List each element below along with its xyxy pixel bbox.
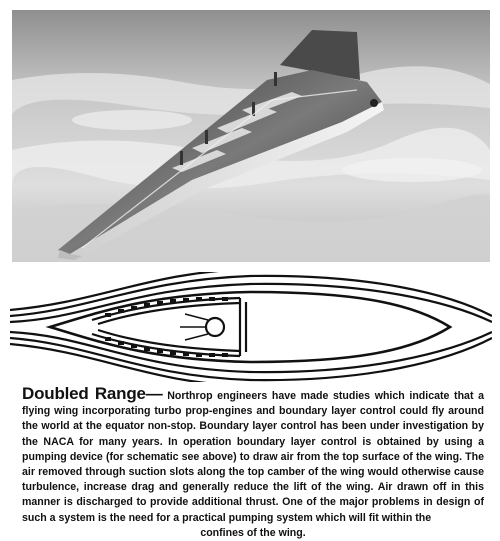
article-last-line: confines of the wing. <box>200 526 306 539</box>
boundary-layer-diagram-icon <box>10 272 492 382</box>
article-caption <box>22 386 484 541</box>
boundary-layer-schematic <box>10 272 492 382</box>
flying-wing-photo <box>12 10 490 262</box>
flying-wing-aircraft-icon <box>12 10 490 262</box>
article-headline: Doubled Range— <box>22 384 163 403</box>
article-body: Northrop engineers have made studies which indicate that a flying wing incorporating turbo prop-engines and boundary layer control could fly around the world at the equator non-stop. Boundary layer control has been under investigation by the NACA for many years. In operation boundary layer control is obtained by using a pumping device (for schematic see above) to draw air from the top surface of the wing. The air removed through suction slots along the top camber of the wing would otherwise cause turbulence, increase drag and generally reduce the lift of the wing. Air drawn off in this manner is discharged to provide additional thrust. One of the major problems in design of such a system is the need for a practical pumping system which will fit within the <box>22 390 485 524</box>
